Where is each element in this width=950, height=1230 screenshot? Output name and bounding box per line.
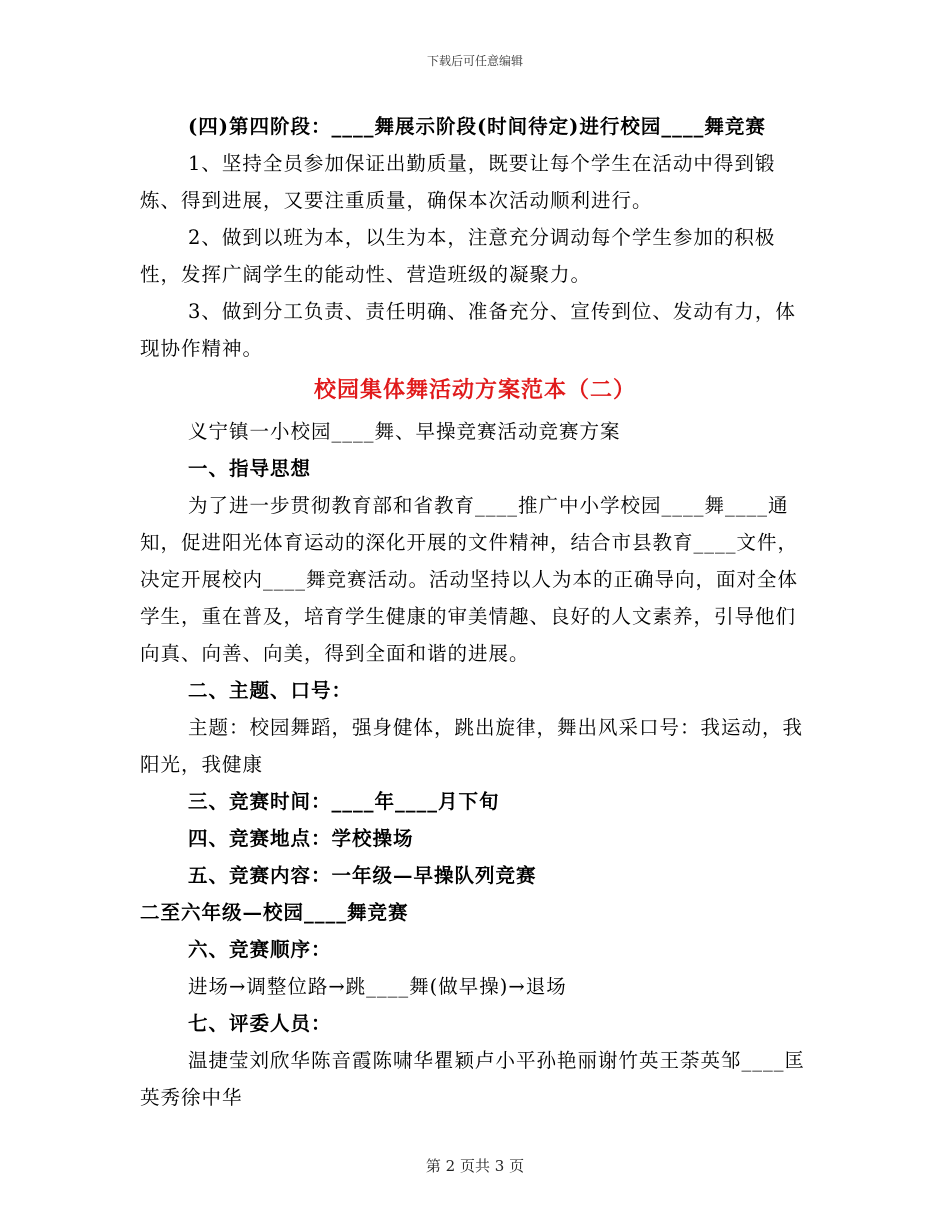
paragraph: 七、评委人员： [188, 1012, 332, 1035]
paragraph: (四)第四阶段：____舞展示阶段(时间待定)进行校园____舞竞赛 [188, 115, 766, 138]
paragraph: 1、坚持全员参加保证出勤质量，既要让每个学生在活动中得到锻炼、得到进展，又要注重质量，确保本次活动顺利进行。 [140, 152, 776, 212]
paragraph: 四、竞赛地点：学校操场 [188, 827, 414, 850]
paragraph: 一、指导思想 [188, 457, 312, 480]
paragraph: 2、做到以班为本，以生为本，注意充分调动每个学生参加的积极性，发挥广阔学生的能动性、营造班级的凝聚力。 [140, 226, 776, 286]
paragraph: 五、竞赛内容：一年级—早操队列竞赛 [188, 864, 537, 887]
paragraph: 二至六年级—校园____舞竞赛 [140, 901, 409, 924]
paragraph: 主题：校园舞蹈，强身健体，跳出旋律，舞出风采口号：我运动，我阳光，我健康 [140, 716, 804, 776]
paragraph: 三、竞赛时间：____年____月下旬 [188, 790, 500, 813]
section-two-block [140, 413, 810, 1116]
section-one-block [140, 108, 810, 367]
paragraph: 六、竞赛顺序： [188, 938, 332, 961]
paragraph: 义宁镇一小校园____舞、早操竞赛活动竞赛方案 [188, 420, 621, 443]
page-header: 下载后可任意编辑 [426, 54, 523, 68]
paragraph: 温捷莹刘欣华陈音霞陈啸华瞿颖卢小平孙艳丽谢竹英王荼英邹____匡英秀徐中华 [140, 1049, 806, 1109]
paragraph: 为了进一步贯彻教育部和省教育____推广中小学校园____舞____通知，促进阳光体育运动的深化开展的文件精神，结合市县教育____文件，决定开展校内____舞竞赛活动。活动坚持以人为本的正确导向，面对全体学生，重在普及，培育学生健康的审美情趣、良好的人文素养，引导他们向真、向善、向美，得到全面和谐的进展。 [140, 494, 799, 665]
paragraph: 二、主题、口号： [188, 679, 353, 702]
document-body [140, 108, 810, 1116]
section-title: 校园集体舞活动方案范本（二） [313, 377, 636, 403]
paragraph: 进场→调整位路→跳____舞(做早操)→退场 [188, 975, 567, 998]
paragraph: 3、做到分工负责、责任明确、准备充分、宣传到位、发动有力，体现协作精神。 [140, 300, 796, 360]
page-footer: 第 2 页共 3 页 [425, 1157, 525, 1175]
